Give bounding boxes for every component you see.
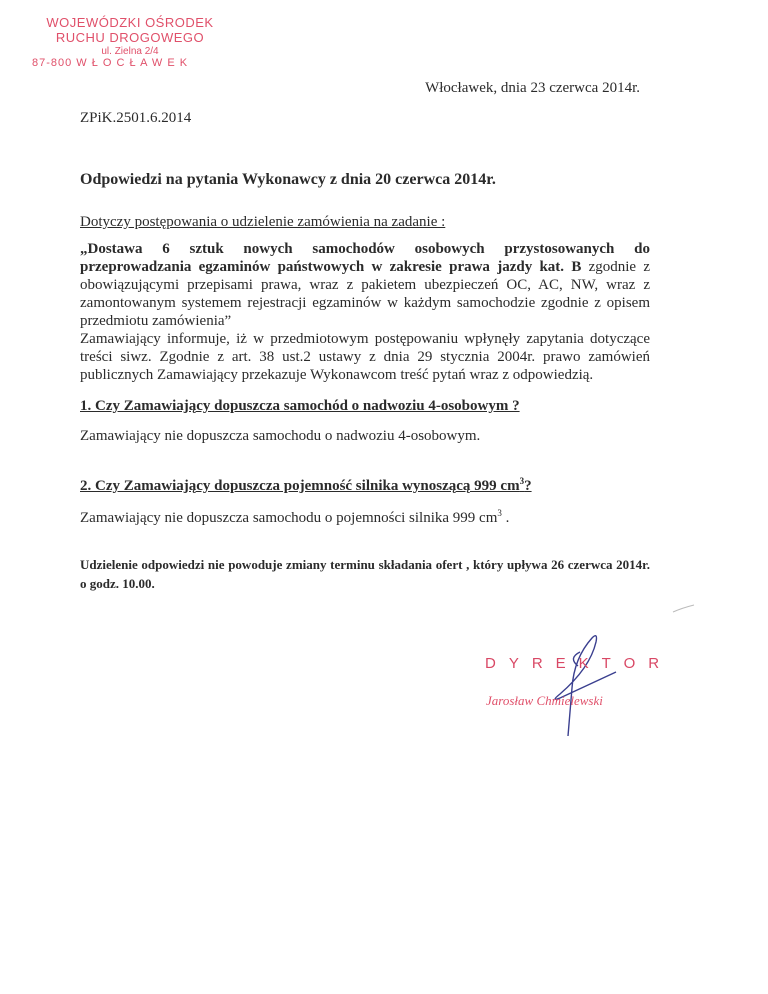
answer-2-text: Zamawiający nie dopuszcza samochodu o pojemności silnika 999 cm [80,510,498,526]
question-1: 1. Czy Zamawiający dopuszcza samochód o nadwoziu 4-osobowym ? [80,398,520,414]
letter-date: Włocławek, dnia 23 czerwca 2014r. [425,80,640,96]
handwritten-signature [520,628,630,738]
stamp-line-3: ul. Zielna 2/4 [101,45,159,57]
question-2-text: 2. Czy Zamawiający dopuszcza pojemność silnika wynoszącą 999 cm [80,478,520,494]
document-title: Odpowiedzi na pytania Wykonawcy z dnia 20 czerwca 2014r. [80,171,496,188]
question-2-end: ? [524,478,532,494]
stamp-line-4: 87-800 W Ł O C Ł A W E K [32,57,189,70]
signatory-name: Jarosław Chmielewski [486,693,603,708]
stray-mark [672,604,696,614]
information-paragraph: Zamawiający informuje, iż w przedmiotowym postępowaniu wpłynęły zapytania dotyczące treści siwz. Zgodnie z art. 38 ust.2 ustawy z dnia 29 stycznia 2004r. prawo zamówień publicznych Zamawiający przekazuje Wykonawcom treść pytań wraz z odpowiedzią. [80,331,650,383]
tender-subject [80,240,650,330]
office-stamp [30,16,230,70]
deadline-note: Udzielenie odpowiedzi nie powoduje zmiany terminu składania ofert , który upływa 26 czerwca 2014r. o godz. 10.00. [80,557,650,591]
concerns-line: Dotyczy postępowania o udzielenie zamówienia na zadanie : [80,214,446,230]
answer-1: Zamawiający nie dopuszcza samochodu o nadwoziu 4-osobowym. [80,428,481,444]
answer-2-superscript: 3 [497,508,502,518]
signatory-title: DYREKTOR [485,655,673,672]
tender-subject-bold: „Dostawa 6 sztuk nowych samochodów osobowych przystosowanych do przeprowadzania egzaminów państwowych w zakresie prawa jazdy kat. B [80,241,650,275]
reference-number: ZPiK.2501.6.2014 [80,110,192,126]
stamp-line-1: WOJEWÓDZKI OŚRODEK [46,15,214,30]
answer-2 [80,510,509,527]
question-2 [80,478,532,495]
tender-subject-rest: zgodnie z obowiązującymi przepisami prawa, wraz z pakietem ubezpieczeń OC, AC, NW, wraz z zamontowanym systemem rejestracji egzaminów w każdym samochodzie zgodnie z opisem przedmiotu zamówienia” [80,259,651,329]
stamp-line-2: RUCHU DROGOWEGO [55,29,205,45]
question-2-superscript: 3 [519,476,525,486]
answer-2-end: . [501,510,510,526]
